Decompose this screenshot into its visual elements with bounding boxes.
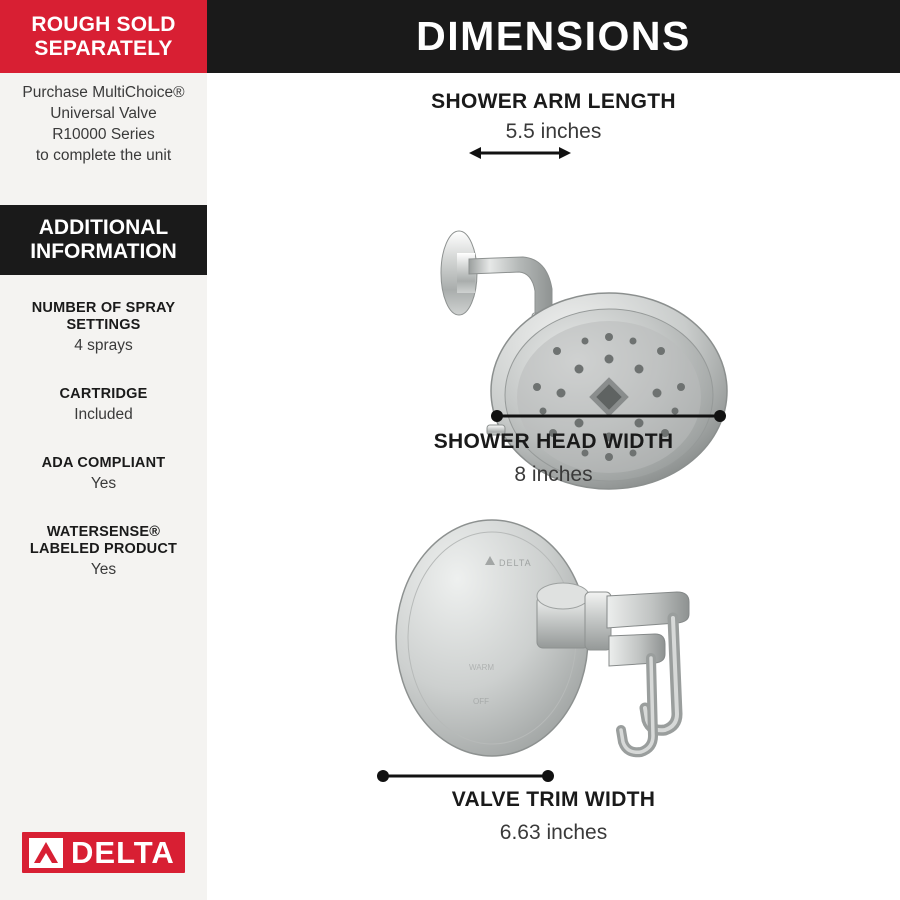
- rough-banner-line2: SEPARATELY: [34, 36, 173, 60]
- spec-label: [0, 300, 207, 334]
- spec-value: Yes: [90, 475, 117, 492]
- spec-label-line2: SETTINGS: [66, 317, 141, 333]
- valve-trim-width-dimension-line: [207, 763, 900, 789]
- additional-information-banner: [0, 205, 207, 275]
- dimensions-header: [207, 0, 900, 73]
- spec-label-line1: NUMBER OF SPRAY: [31, 300, 176, 316]
- delta-triangle-icon: [29, 838, 63, 868]
- svg-text:OFF: OFF: [473, 697, 489, 706]
- delta-logo-text: DELTA: [71, 834, 175, 870]
- spec-label-line2: LABELED PRODUCT: [29, 541, 178, 557]
- spec-label: [0, 386, 207, 403]
- page-title: DIMENSIONS: [416, 13, 691, 59]
- spec-item: [0, 455, 207, 494]
- shower-head-width-value: 8 inches: [514, 463, 593, 486]
- delta-logo: [22, 832, 185, 873]
- rough-note: [0, 82, 207, 166]
- rough-note-line4: to complete the unit: [35, 147, 172, 164]
- diagram-area: [207, 73, 900, 900]
- shower-head-width-title: SHOWER HEAD WIDTH: [433, 430, 674, 453]
- rough-banner-line1: ROUGH SOLD: [31, 12, 176, 36]
- shower-head-width-dimension-line: [207, 403, 900, 429]
- spec-value: Yes: [90, 561, 117, 578]
- spec-item: [0, 386, 207, 425]
- spec-list: [0, 300, 207, 610]
- spec-label-line1: WATERSENSE®: [46, 524, 161, 540]
- additional-banner-line2: INFORMATION: [30, 240, 177, 263]
- valve-trim-illustration: [207, 518, 900, 768]
- valve-trim-width-value: 6.63 inches: [499, 821, 608, 844]
- spec-value: Included: [74, 406, 133, 423]
- rough-note-line1: Purchase MultiChoice®: [22, 84, 185, 101]
- rough-note-line2: Universal Valve: [50, 105, 157, 122]
- shower-arm-length-value: 5.5 inches: [505, 120, 602, 143]
- svg-text:WARM: WARM: [469, 663, 495, 672]
- valve-trim-width-title: VALVE TRIM WIDTH: [451, 788, 656, 811]
- spec-label-line1: ADA COMPLIANT: [41, 455, 166, 471]
- spec-label-line1: CARTRIDGE: [59, 386, 148, 402]
- spec-item: [0, 300, 207, 356]
- spec-item: [0, 524, 207, 580]
- sidebar: [0, 0, 207, 900]
- spec-label: [0, 455, 207, 472]
- rough-note-line3: R10000 Series: [52, 126, 155, 143]
- svg-text:DELTA: DELTA: [499, 558, 532, 568]
- rough-sold-separately-banner: [0, 0, 207, 73]
- spec-value: 4 sprays: [74, 337, 133, 354]
- spec-label: [0, 524, 207, 558]
- shower-arm-length-title: SHOWER ARM LENGTH: [431, 90, 676, 113]
- additional-banner-line1: ADDITIONAL: [38, 216, 169, 239]
